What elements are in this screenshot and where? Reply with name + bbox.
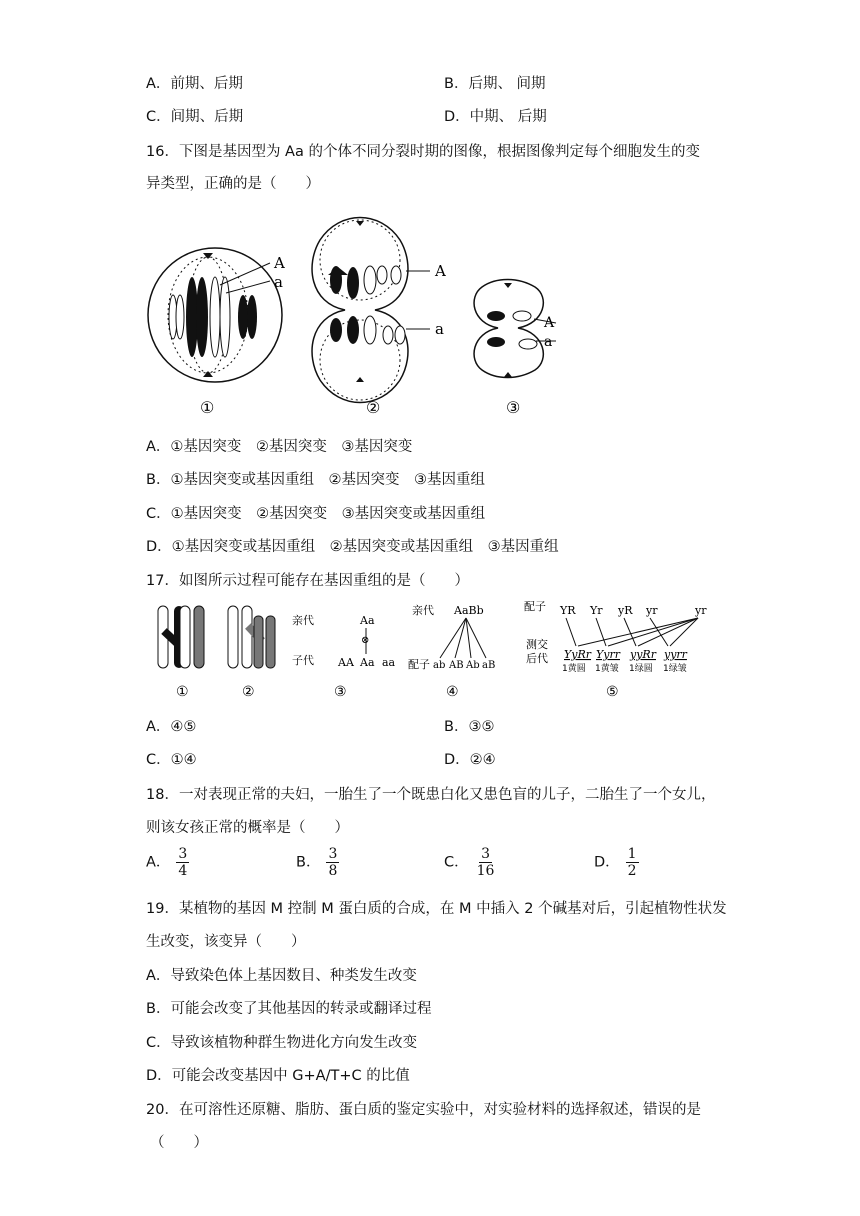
cell-2-gene-a-label: a	[435, 320, 444, 338]
panel-4-gamete-AB: AB	[449, 660, 464, 671]
q19-option-b: B．可能会改变了其他基因的转录或翻译过程	[146, 1001, 432, 1017]
panel-3-child-aa: aa	[382, 656, 396, 669]
panel-5-testcross-label-2: 后代	[526, 652, 548, 665]
q16-cell-division-figure	[140, 205, 560, 420]
q18-option-b-fraction	[326, 846, 339, 879]
q16-stem-line1: 16．下图是基因型为 Aa 的个体不同分裂时期的图像，根据图像判定每个细胞发生的变	[146, 144, 700, 160]
q19-stem-line1: 19．某植物的基因 M 控制 M 蛋白质的合成，在 M 中插入 2 个碱基对后，引起植物性状发	[146, 901, 727, 917]
q18-option-c-fraction	[475, 846, 497, 879]
q18-option-a-fraction	[176, 846, 189, 879]
panel-5-offspring-yyRr: yyRr	[630, 648, 656, 661]
panel-3-self-symbol: ⊗	[361, 635, 370, 646]
panel-1-chromosomes	[158, 606, 204, 668]
q18-option-d-fraction	[626, 846, 639, 879]
q18-option-d	[594, 846, 639, 879]
panel-5-gamete-YR: YR	[560, 604, 576, 617]
panel-3-parent: Aa	[360, 614, 375, 627]
panel-label-4: ④	[446, 684, 459, 700]
q20-stem-line1: 20．在可溶性还原糖、脂肪、蛋白质的鉴定实验中，对实验材料的选择叙述，错误的是	[146, 1102, 701, 1118]
panel-2-chromosomes	[228, 606, 275, 668]
panel-3-parent-label: 亲代	[292, 614, 314, 627]
q16-option-d: D．①基因突变或基因重组 ②基因突变或基因重组 ③基因重组	[146, 539, 559, 555]
q18-option-a	[146, 846, 189, 879]
panel-4-gamete-aB: aB	[482, 660, 496, 671]
panel-4-gamete-label: 配子	[408, 658, 430, 671]
q15-option-c: C．间期、后期	[146, 109, 244, 125]
q15-option-b: B．后期、 间期	[444, 76, 546, 92]
panel-5-testcross-label-1: 测交	[526, 638, 548, 651]
panel-3-child-label: 子代	[292, 654, 314, 667]
panel-5-gamete-yr-2: yr	[695, 604, 707, 617]
q18-option-c-denominator: 16	[476, 863, 495, 879]
q18-option-b-numerator: 3	[328, 846, 338, 862]
panel-5-offspring-yyrr: yyrr	[664, 648, 687, 661]
cell-1-diagram	[148, 248, 282, 382]
q17-option-b: B．③⑤	[444, 719, 495, 735]
panel-5-phenotype-4: 1绿皱	[663, 664, 687, 674]
q16-option-c: C．①基因突变 ②基因突变 ③基因突变或基因重组	[146, 506, 486, 522]
panel-label-1: ①	[176, 684, 189, 700]
panel-label-3: ③	[334, 684, 347, 700]
q16-stem-line2: 异类型，正确的是（ ）	[146, 176, 320, 192]
panel-5-phenotype-1: 1黄圆	[562, 664, 586, 674]
q18-stem-line2: 则该女孩正常的概率是（ ）	[146, 820, 349, 836]
panel-4-parent: AaBb	[454, 604, 484, 617]
cell-2-gene-A-label: A	[435, 262, 446, 280]
q19-stem-line2: 生改变，该变异（ ）	[146, 934, 306, 950]
panel-label-2: ②	[242, 684, 255, 700]
q17-stem: 17．如图所示过程可能存在基因重组的是（ ）	[146, 573, 469, 589]
cell-label-1: ①	[200, 398, 215, 417]
q18-option-b	[296, 846, 339, 879]
q18-option-b-letter: B．	[296, 854, 321, 871]
panel-5-phenotype-2: 1黄皱	[595, 664, 619, 674]
q17-option-d: D．②④	[444, 752, 496, 768]
cell-3-gene-a-label: a	[544, 334, 553, 350]
panel-3-child-Aa: Aa	[360, 656, 375, 669]
q19-option-d: D．可能会改变基因中 G+A/T+C 的比值	[146, 1068, 410, 1084]
panel-5-gamete-Yr: Yr	[590, 604, 603, 617]
q16-option-a: A．①基因突变 ②基因突变 ③基因突变	[146, 439, 413, 455]
panel-4-arrows	[440, 618, 486, 658]
q17-option-a: A．④⑤	[146, 719, 197, 735]
q18-option-a-denominator: 4	[178, 863, 188, 879]
q19-option-a: A．导致染色体上基因数目、种类发生改变	[146, 968, 417, 984]
q16-option-b: B．①基因突变或基因重组 ②基因突变 ③基因重组	[146, 472, 485, 488]
panel-5-offspring-Yyrr: Yyrr	[596, 648, 620, 661]
q18-option-c	[444, 846, 496, 879]
panel-5-arrows	[566, 618, 698, 646]
cell-1-gene-a-label: a	[274, 273, 283, 291]
q17-option-c: C．①④	[146, 752, 197, 768]
panel-5-phenotype-3: 1绿圆	[629, 664, 653, 674]
cell-2-diagram	[312, 218, 430, 403]
panel-4-gamete-ab: ab	[433, 660, 446, 671]
cell-1-gene-A-label: A	[274, 254, 285, 272]
q18-option-b-denominator: 8	[328, 863, 338, 879]
q18-option-a-letter: A．	[146, 854, 171, 871]
q18-stem-line1: 18．一对表现正常的夫妇，一胎生了一个既患白化又患色盲的儿子，二胎生了一个女儿，	[146, 787, 716, 803]
q18-option-d-letter: D．	[594, 854, 620, 871]
q18-option-c-numerator: 3	[481, 846, 490, 862]
q19-option-c: C．导致该植物种群生物进化方向发生改变	[146, 1035, 418, 1051]
q18-option-c-letter: C．	[444, 854, 469, 871]
cell-label-2: ②	[366, 398, 381, 417]
q15-option-a: A．前期、后期	[146, 76, 243, 92]
panel-5-gamete-yr: yr	[646, 604, 658, 617]
panel-4-gamete-Ab: Ab	[466, 660, 480, 671]
panel-5-gamete-label: 配子	[524, 600, 546, 613]
cell-3-gene-A-label: A	[544, 315, 555, 331]
q18-option-a-numerator: 3	[178, 846, 188, 862]
cell-label-3: ③	[506, 398, 521, 417]
panel-label-5: ⑤	[606, 684, 619, 700]
panel-5-offspring-YyRr: YyRr	[564, 648, 592, 661]
panel-3-child-AA: AA	[338, 656, 354, 669]
panel-5-gamete-yR: yR	[618, 604, 633, 617]
q18-option-d-denominator: 2	[627, 863, 637, 879]
q18-option-d-numerator: 1	[627, 846, 637, 862]
q20-stem-line2: （ ）	[150, 1135, 208, 1151]
q15-option-d: D．中期、 后期	[444, 109, 547, 125]
q17-recombination-figure	[150, 596, 720, 702]
panel-4-parent-label: 亲代	[412, 604, 434, 617]
